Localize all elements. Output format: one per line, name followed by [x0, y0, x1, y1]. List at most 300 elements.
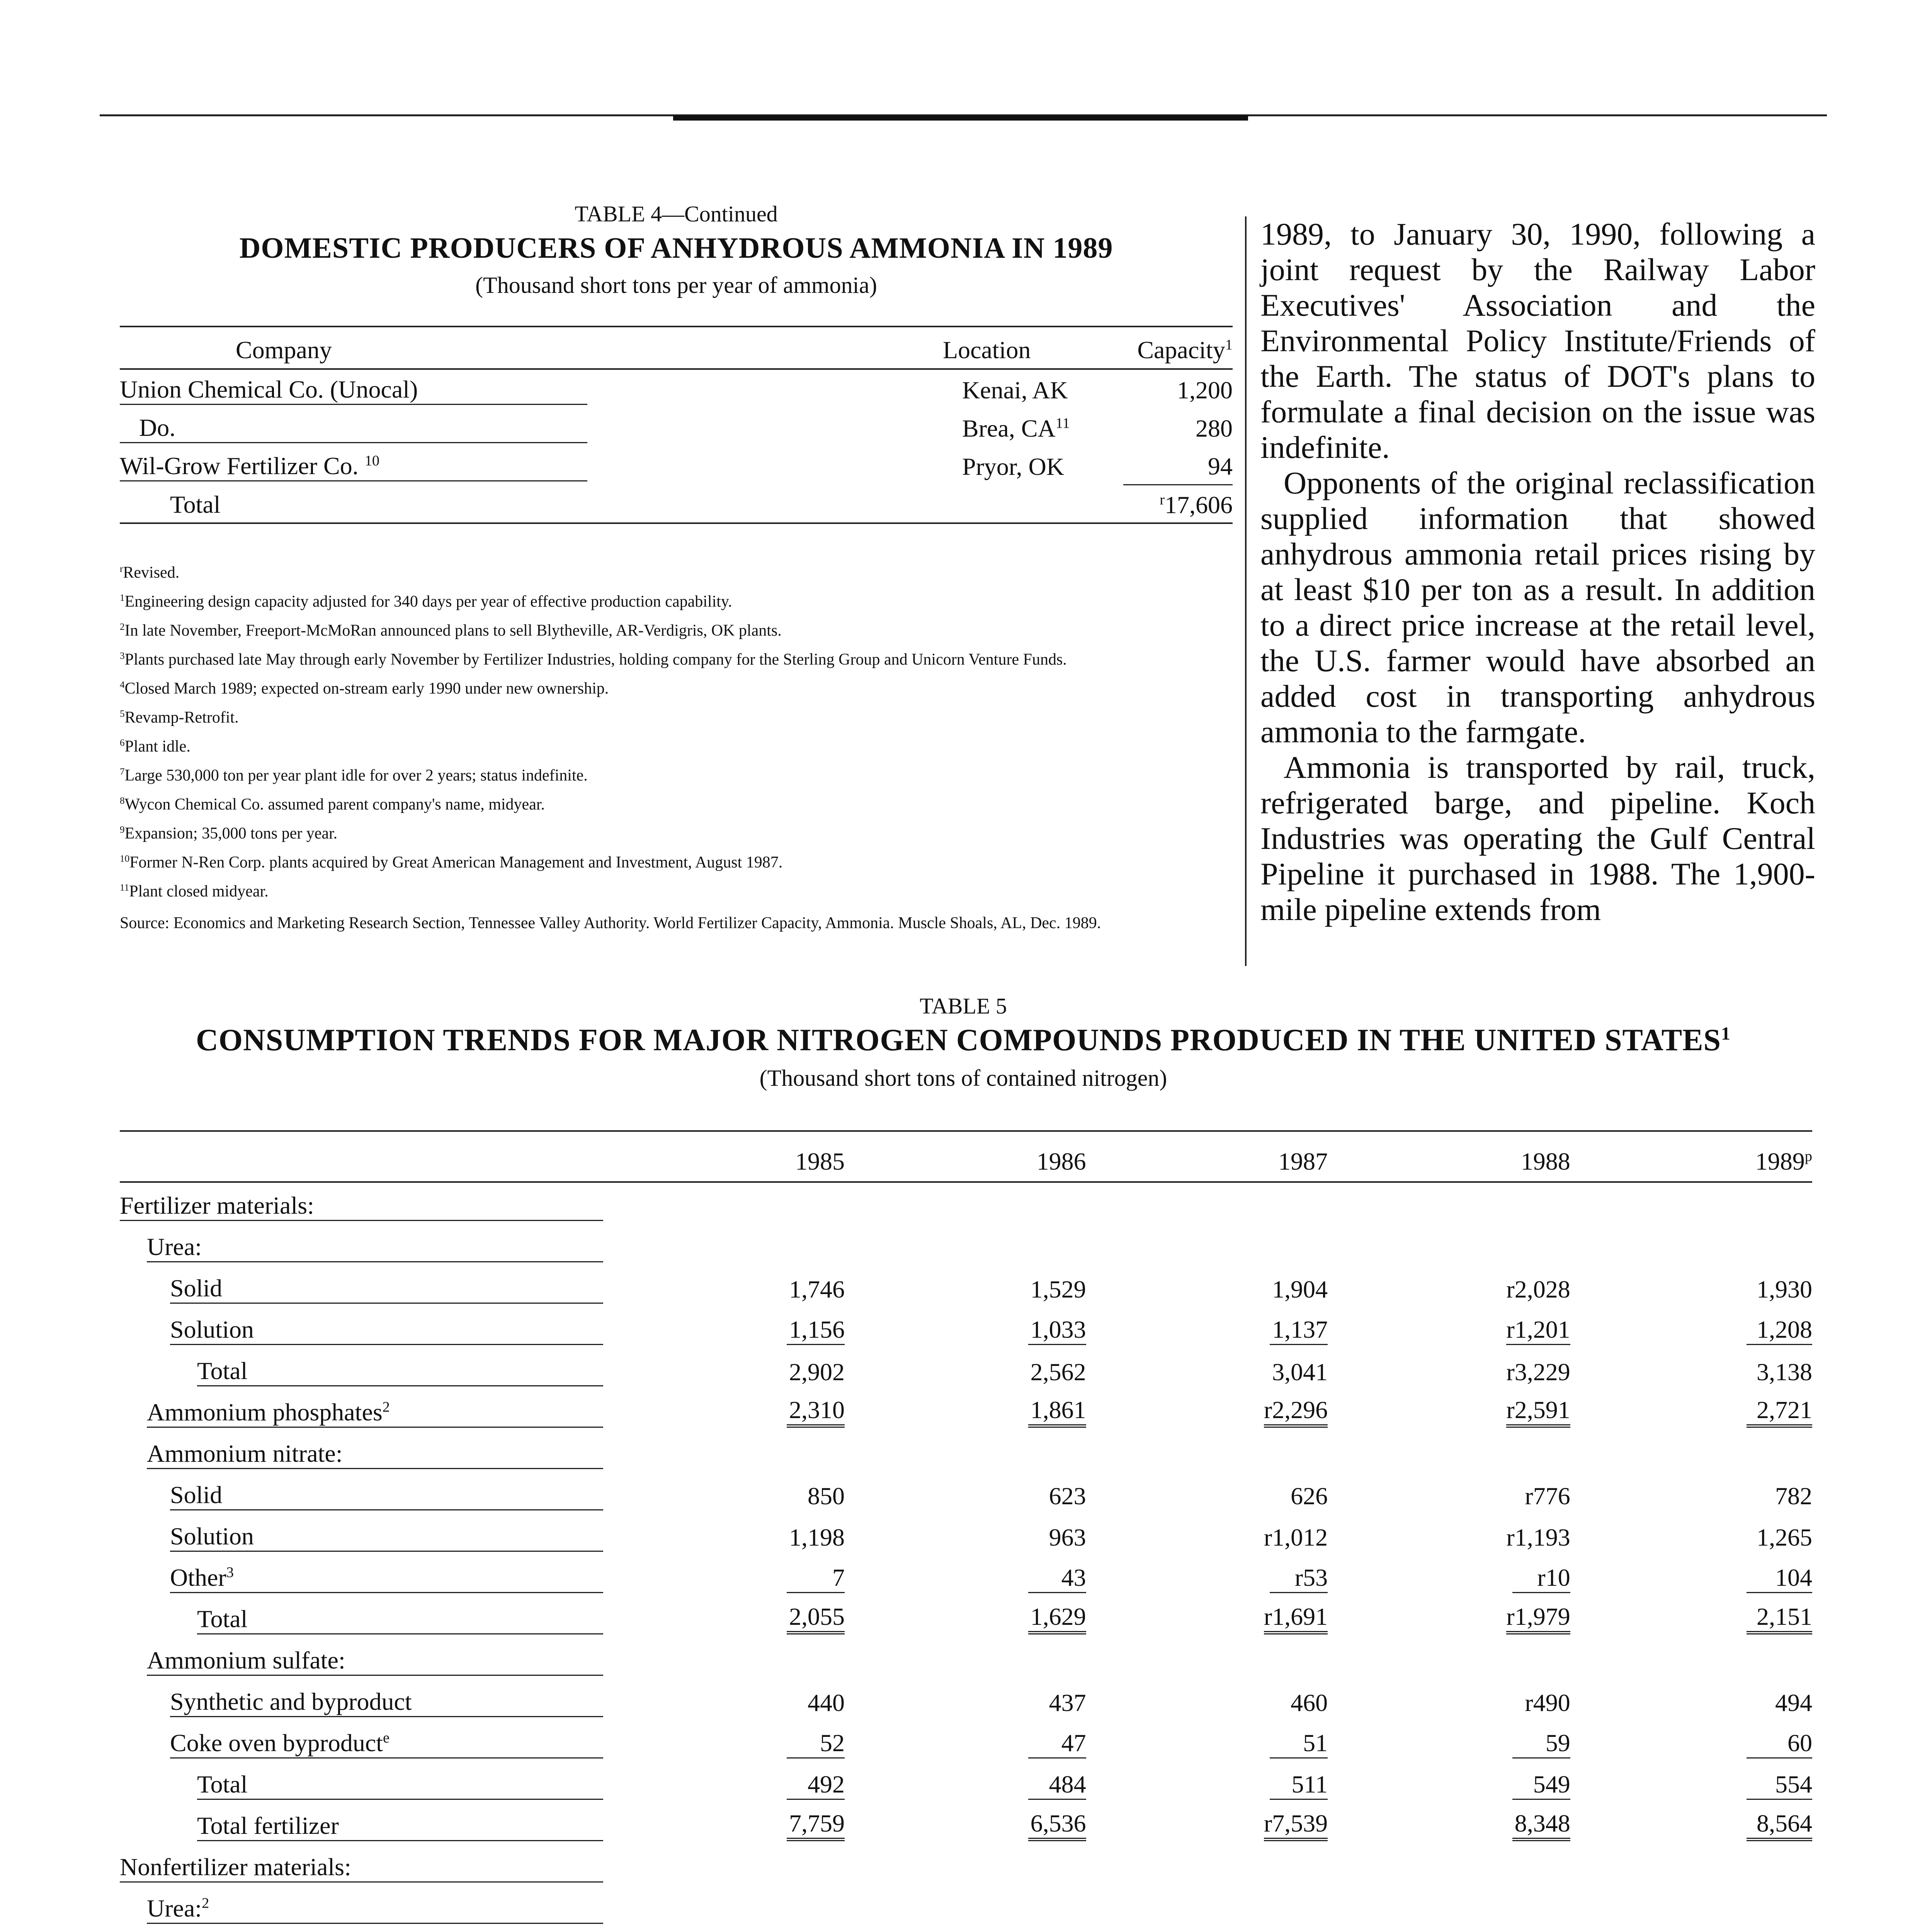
value-cell: [1570, 1720, 1812, 1762]
total-label: Total: [120, 485, 711, 523]
row-label-text: Ammonium sulfate:: [147, 1646, 345, 1674]
table4-notes: [120, 556, 1233, 936]
table5-title: CONSUMPTION TRENDS FOR MAJOR NITROGEN COMPOUNDS PRODUCED IN THE UNITED STATES: [196, 1023, 1721, 1057]
col-year: 1986: [845, 1131, 1086, 1182]
note: [120, 759, 1233, 788]
value-text: 549: [1512, 1770, 1570, 1800]
row-label-wrap: [147, 1233, 603, 1262]
value-text: r2,028: [1506, 1276, 1570, 1303]
note: [120, 585, 1233, 614]
value-text: r1,201: [1506, 1315, 1570, 1345]
value-text: 1,861: [1028, 1396, 1086, 1428]
value-cell: [1086, 1596, 1328, 1638]
row-label-text: Solution: [170, 1522, 254, 1550]
value-cell: [845, 1555, 1086, 1596]
table-row: [120, 1927, 1812, 1932]
note-text: Former N-Ren Corp. plants acquired by Great American Management and Investment, August 1987.: [129, 854, 783, 871]
value-cell: [1570, 1472, 1812, 1514]
total-value: [1123, 485, 1233, 523]
row-label: [120, 1348, 603, 1389]
value-cell: [1570, 1265, 1812, 1307]
note-mark: 7: [120, 767, 125, 777]
table-row: [120, 1514, 1812, 1555]
col-year: 1987: [1086, 1131, 1328, 1182]
value-text: 8,348: [1512, 1809, 1570, 1841]
location-cell: Kenai, AK: [962, 376, 1068, 404]
value-text: 1,904: [1272, 1276, 1328, 1303]
row-label-text: Coke oven byproduct: [170, 1729, 383, 1757]
value-cell: [1086, 1886, 1328, 1927]
value-cell: [1328, 1389, 1570, 1431]
row-label-text: Total: [197, 1770, 248, 1798]
table-row: [120, 369, 1233, 408]
row-label: [120, 1596, 603, 1638]
row-label-text: Synthetic and byproduct: [170, 1688, 412, 1715]
total-empty: [711, 485, 1123, 523]
value-cell: [1570, 1514, 1812, 1555]
value-cell: [1570, 1431, 1812, 1472]
value-cell: [1086, 1472, 1328, 1514]
table4-total-row: [120, 485, 1233, 523]
table-row: [120, 1679, 1812, 1720]
value-text: 43: [1028, 1563, 1086, 1593]
note-text: Expansion; 35,000 tons per year.: [124, 825, 338, 842]
value-text: 1,137: [1270, 1315, 1328, 1345]
col-year: 1985: [603, 1131, 845, 1182]
value-text: 6,536: [1028, 1809, 1086, 1841]
value-cell: [603, 1224, 845, 1265]
value-cell: [1570, 1224, 1812, 1265]
value-text: 492: [787, 1770, 845, 1800]
company-text: Wil-Grow Fertilizer Co.: [120, 452, 359, 480]
value-cell: [1328, 1431, 1570, 1472]
company-cell: [120, 446, 711, 485]
row-label-text: Other: [170, 1564, 226, 1591]
table5-body: [120, 1182, 1812, 1932]
value-cell: [845, 1927, 1086, 1932]
row-label: [120, 1638, 603, 1679]
value-text: 626: [1291, 1482, 1328, 1510]
value-text: 3,138: [1757, 1358, 1812, 1386]
row-label: [120, 1265, 603, 1307]
note-mark: 5: [120, 709, 125, 719]
value-cell: [1086, 1389, 1328, 1431]
value-cell: [1086, 1803, 1328, 1844]
value-cell: [845, 1844, 1086, 1886]
prose-paragraph: Ammonia is transported by rail, truck, refrigerated barge, and pipeline. Koch Industries was operating the Gulf Central Pipeline it purchased in 1988. The 1,900-mile pipeline extends from: [1260, 750, 1815, 927]
note: [120, 701, 1233, 730]
prose-paragraph: Opponents of the original reclassification supplied information that showed anhydrous ammonia retail prices rising by at least $10 per ton as a result. In addition to a direct price increase at the retail level, the U.S. farmer would have absorbed an added cost in transporting anhydrous ammonia to the farmgate.: [1260, 465, 1815, 749]
value-cell: [1570, 1555, 1812, 1596]
row-label-text: Total fertilizer: [197, 1812, 339, 1839]
value-cell: [603, 1555, 845, 1596]
col-year-last: [1570, 1131, 1812, 1182]
note-mark: 1: [120, 593, 125, 603]
value-cell: [1328, 1224, 1570, 1265]
table-row: [120, 1762, 1812, 1803]
value-cell: [1328, 1886, 1570, 1927]
value-text: 59: [1512, 1729, 1570, 1759]
note-mark: 10: [120, 854, 130, 864]
value-text: r1,193: [1506, 1524, 1570, 1551]
value-cell: [845, 1224, 1086, 1265]
value-cell: [1570, 1307, 1812, 1348]
table4-source: Source: Economics and Marketing Research Section, Tennessee Valley Authority. World Fertilizer Capacity, Ammonia. Muscle Shoals, AL, Dec. 1989.: [120, 914, 1101, 932]
location-cell: Pryor, OK: [962, 452, 1065, 480]
company-text-wrap: [120, 452, 587, 481]
value-cell: [1570, 1182, 1812, 1224]
table4-header-row: [120, 327, 1233, 369]
value-cell: [1086, 1638, 1328, 1679]
row-label-sup: 2: [202, 1895, 209, 1912]
prose-paragraph: 1989, to January 30, 1990, following a joint request by the Railway Labor Executives' Association and the Environmental Policy Institute/Friends of the Earth. The status of DOT's plans to formulate a final decision on the issue was indefinite.: [1260, 216, 1815, 465]
value-cell: [1570, 1762, 1812, 1803]
value-text: 2,151: [1747, 1602, 1812, 1634]
value-text: 3,041: [1272, 1358, 1328, 1386]
value-cell: [845, 1803, 1086, 1844]
table-row: [120, 1844, 1812, 1886]
value-text: 623: [1049, 1482, 1086, 1510]
value-text: 8,564: [1747, 1809, 1812, 1841]
col-location: Location: [711, 327, 1123, 369]
value-cell: [1328, 1803, 1570, 1844]
value-cell: [1328, 1927, 1570, 1932]
note-text: In late November, Freeport-McMoRan announced plans to sell Blytheville, AR-Verdigris, OK plants.: [124, 622, 782, 639]
value-text: 7,759: [787, 1809, 845, 1841]
table-row: [120, 1555, 1812, 1596]
table5-subtitle: (Thousand short tons of contained nitrogen): [759, 1065, 1167, 1091]
col-year: 1988: [1328, 1131, 1570, 1182]
row-label-wrap: [170, 1729, 603, 1759]
value-text: 51: [1270, 1729, 1328, 1759]
row-label-wrap: [170, 1522, 603, 1552]
note-mark: 6: [120, 738, 125, 748]
table-row: [120, 1472, 1812, 1514]
value-cell: [845, 1389, 1086, 1431]
table-row: [120, 1803, 1812, 1844]
row-label: [120, 1886, 603, 1927]
row-label: [120, 1307, 603, 1348]
row-label-wrap: [170, 1315, 603, 1345]
row-label-wrap: [147, 1439, 603, 1469]
capacity-cell: 94: [1123, 446, 1233, 485]
value-cell: [845, 1514, 1086, 1555]
table5-title-wrap: [100, 1023, 1827, 1058]
table-row: [120, 1389, 1812, 1431]
note: [120, 817, 1233, 846]
value-cell: [1086, 1927, 1328, 1932]
value-text: 963: [1049, 1524, 1086, 1551]
row-label-wrap: [170, 1563, 603, 1593]
value-cell: [603, 1927, 845, 1932]
value-text: r1,691: [1264, 1602, 1328, 1634]
row-label-sup: e: [383, 1730, 390, 1746]
value-text: 460: [1291, 1689, 1328, 1716]
table-row: [120, 446, 1233, 485]
value-text: r1,979: [1506, 1602, 1570, 1634]
table5-header-row: [120, 1131, 1812, 1182]
value-cell: [1328, 1307, 1570, 1348]
total-mark: r: [1160, 492, 1165, 508]
row-label: [120, 1762, 603, 1803]
note-text: Closed March 1989; expected on-stream early 1990 under new ownership.: [124, 680, 609, 697]
row-label: [120, 1803, 603, 1844]
row-label-wrap: [197, 1605, 603, 1634]
table4: [120, 326, 1233, 524]
value-cell: [1328, 1514, 1570, 1555]
note: [120, 875, 1233, 904]
note-text: Revised.: [123, 564, 180, 582]
column-divider: [1245, 216, 1247, 966]
location-text: Brea, CA: [962, 414, 1056, 442]
company-cell: [120, 408, 711, 446]
value-text: 494: [1775, 1689, 1812, 1716]
value-text: 1,746: [789, 1276, 845, 1303]
value-text: 104: [1747, 1563, 1812, 1593]
row-label-text: Solid: [170, 1274, 223, 1302]
value-text: r3,229: [1506, 1358, 1570, 1386]
row-label-text: Solid: [170, 1481, 223, 1509]
value-text: 1,033: [1028, 1315, 1086, 1345]
note-text: Wycon Chemical Co. assumed parent company's name, midyear.: [124, 796, 545, 813]
row-label-text: Total: [197, 1605, 248, 1633]
table5: [120, 1130, 1812, 1932]
value-cell: [1328, 1596, 1570, 1638]
value-text: 2,055: [787, 1602, 845, 1634]
note: [120, 730, 1233, 759]
company-cell: [120, 369, 711, 408]
value-cell: [845, 1679, 1086, 1720]
value-cell: [845, 1182, 1086, 1224]
value-text: r10: [1512, 1563, 1570, 1593]
value-text: 782: [1775, 1482, 1812, 1510]
row-label-wrap: [147, 1646, 603, 1676]
value-cell: [603, 1762, 845, 1803]
value-cell: [1086, 1348, 1328, 1389]
header-rule-accent: [673, 115, 1248, 121]
company-text: Union Chemical Co. (Unocal): [120, 375, 587, 405]
row-label: [120, 1514, 603, 1555]
table-row: [120, 1431, 1812, 1472]
value-cell: [845, 1307, 1086, 1348]
value-cell: [845, 1265, 1086, 1307]
row-label-text: Solution: [170, 1316, 254, 1343]
value-cell: [603, 1844, 845, 1886]
note-mark: r: [120, 564, 123, 574]
note: [120, 643, 1233, 672]
value-cell: [1570, 1844, 1812, 1886]
table-row: [120, 408, 1233, 446]
value-cell: [603, 1182, 845, 1224]
row-label: [120, 1927, 603, 1932]
value-cell: [1086, 1844, 1328, 1886]
table-row: [120, 1886, 1812, 1927]
value-text: 52: [787, 1729, 845, 1759]
value-text: r53: [1270, 1563, 1328, 1593]
value-cell: [1086, 1182, 1328, 1224]
value-cell: [603, 1389, 845, 1431]
company-text: Do.: [120, 413, 587, 443]
value-text: 60: [1747, 1729, 1812, 1759]
prose-column: [1260, 216, 1815, 927]
value-text: 484: [1028, 1770, 1086, 1800]
note-text: Engineering design capacity adjusted for 340 days per year of effective production capability.: [124, 593, 732, 611]
note-mark: 2: [120, 622, 125, 632]
row-label: [120, 1679, 603, 1720]
col-year-text: 1989: [1755, 1148, 1805, 1175]
note-mark: 4: [120, 680, 125, 690]
row-label: [120, 1555, 603, 1596]
value-cell: [603, 1803, 845, 1844]
value-cell: [1328, 1762, 1570, 1803]
value-text: r490: [1525, 1689, 1570, 1716]
row-label-wrap: [120, 1853, 603, 1883]
row-label-text: Nonfertilizer materials:: [120, 1853, 351, 1881]
row-label-wrap: [170, 1274, 603, 1304]
row-label: [120, 1720, 603, 1762]
value-text: 850: [808, 1482, 845, 1510]
row-label-wrap: [197, 1811, 603, 1841]
capacity-cell: 1,200: [1177, 376, 1233, 404]
table5-label: TABLE 5: [920, 993, 1007, 1019]
row-label-text: Ammonium phosphates: [147, 1398, 383, 1426]
value-cell: [603, 1638, 845, 1679]
value-cell: [603, 1886, 845, 1927]
row-label-wrap: [197, 1357, 603, 1386]
value-cell: [1570, 1803, 1812, 1844]
value-cell: [1086, 1307, 1328, 1348]
table-row: [120, 1307, 1812, 1348]
row-label-wrap: [147, 1398, 603, 1428]
value-cell: [1328, 1472, 1570, 1514]
value-text: r1,012: [1264, 1524, 1328, 1551]
table4-title: DOMESTIC PRODUCERS OF ANHYDROUS AMMONIA IN 1989: [239, 232, 1113, 264]
row-label: [120, 1431, 603, 1472]
value-text: 1,529: [1030, 1276, 1086, 1303]
value-cell: [845, 1886, 1086, 1927]
value-cell: [1086, 1679, 1328, 1720]
value-cell: [1328, 1265, 1570, 1307]
value-text: 47: [1028, 1729, 1086, 1759]
note-text: Plants purchased late May through early November by Fertilizer Industries, holding company for the Sterling Group and Unicorn Venture Funds.: [124, 651, 1067, 668]
table-row: [120, 1596, 1812, 1638]
row-label-text: Total: [197, 1357, 248, 1384]
table4-block: [120, 201, 1233, 524]
value-text: 440: [808, 1689, 845, 1716]
row-label-wrap: [147, 1894, 603, 1924]
note: [120, 672, 1233, 701]
note-text: Large 530,000 ton per year plant idle for over 2 years; status indefinite.: [124, 767, 588, 784]
value-cell: [1328, 1720, 1570, 1762]
note-mark: 9: [120, 825, 125, 835]
value-text: 2,902: [789, 1358, 845, 1386]
row-label: [120, 1182, 603, 1224]
row-label: [120, 1389, 603, 1431]
value-cell: [1570, 1389, 1812, 1431]
note-text: Plant idle.: [124, 738, 190, 755]
table4-subtitle: (Thousand short tons per year of ammonia): [475, 272, 877, 298]
value-text: 2,310: [787, 1396, 845, 1428]
table-row: [120, 1265, 1812, 1307]
table-row: [120, 1720, 1812, 1762]
value-cell: [1570, 1596, 1812, 1638]
note-mark: 11: [120, 883, 129, 893]
value-cell: [1086, 1514, 1328, 1555]
value-text: 1,156: [787, 1315, 845, 1345]
value-cell: [1328, 1638, 1570, 1679]
value-cell: [1328, 1679, 1570, 1720]
value-cell: [1328, 1555, 1570, 1596]
value-text: 1,265: [1757, 1524, 1812, 1551]
value-cell: [1086, 1720, 1328, 1762]
company-sup: 10: [364, 452, 380, 469]
value-cell: [1086, 1431, 1328, 1472]
value-cell: [603, 1720, 845, 1762]
col-capacity-sup: 1: [1225, 337, 1233, 353]
row-label-wrap: [170, 1481, 603, 1510]
value-text: 437: [1049, 1689, 1086, 1716]
value-text: r2,591: [1506, 1396, 1570, 1428]
table-row: [120, 1224, 1812, 1265]
value-cell: [1570, 1348, 1812, 1389]
note: [120, 614, 1233, 643]
value-cell: [845, 1720, 1086, 1762]
note-text: Revamp-Retrofit.: [124, 709, 239, 726]
table-row: [120, 1348, 1812, 1389]
note: [120, 788, 1233, 817]
value-cell: [1086, 1224, 1328, 1265]
value-cell: [1086, 1555, 1328, 1596]
value-text: 1,208: [1747, 1315, 1812, 1345]
value-cell: [1570, 1927, 1812, 1932]
value-cell: [845, 1431, 1086, 1472]
value-cell: [603, 1348, 845, 1389]
col-label: [120, 1131, 603, 1182]
value-text: 511: [1270, 1770, 1328, 1800]
value-text: 7: [787, 1563, 845, 1593]
value-cell: [845, 1638, 1086, 1679]
row-label-sup: 2: [382, 1399, 390, 1415]
row-label-text: Urea:: [147, 1233, 202, 1260]
value-cell: [603, 1514, 845, 1555]
row-label: [120, 1844, 603, 1886]
row-label-sup: 3: [226, 1564, 234, 1581]
value-cell: [1086, 1762, 1328, 1803]
value-cell: [1328, 1182, 1570, 1224]
col-capacity: [1123, 327, 1233, 369]
value-cell: [603, 1596, 845, 1638]
table-row: [120, 1638, 1812, 1679]
value-cell: [603, 1307, 845, 1348]
value-cell: [1570, 1679, 1812, 1720]
value-cell: [845, 1472, 1086, 1514]
row-label: [120, 1472, 603, 1514]
value-cell: [845, 1348, 1086, 1389]
note-mark: 8: [120, 796, 125, 806]
table4-label: TABLE 4—Continued: [575, 201, 778, 226]
note: [120, 846, 1233, 875]
value-cell: [1086, 1265, 1328, 1307]
value-cell: [845, 1762, 1086, 1803]
capacity-cell: 280: [1196, 414, 1233, 442]
value-cell: [845, 1596, 1086, 1638]
col-company: Company: [120, 327, 711, 369]
location-sup: 11: [1055, 415, 1070, 432]
value-text: 1,629: [1028, 1602, 1086, 1634]
value-cell: [1328, 1844, 1570, 1886]
table5-title-sup: 1: [1721, 1023, 1731, 1044]
value-cell: [603, 1679, 845, 1720]
